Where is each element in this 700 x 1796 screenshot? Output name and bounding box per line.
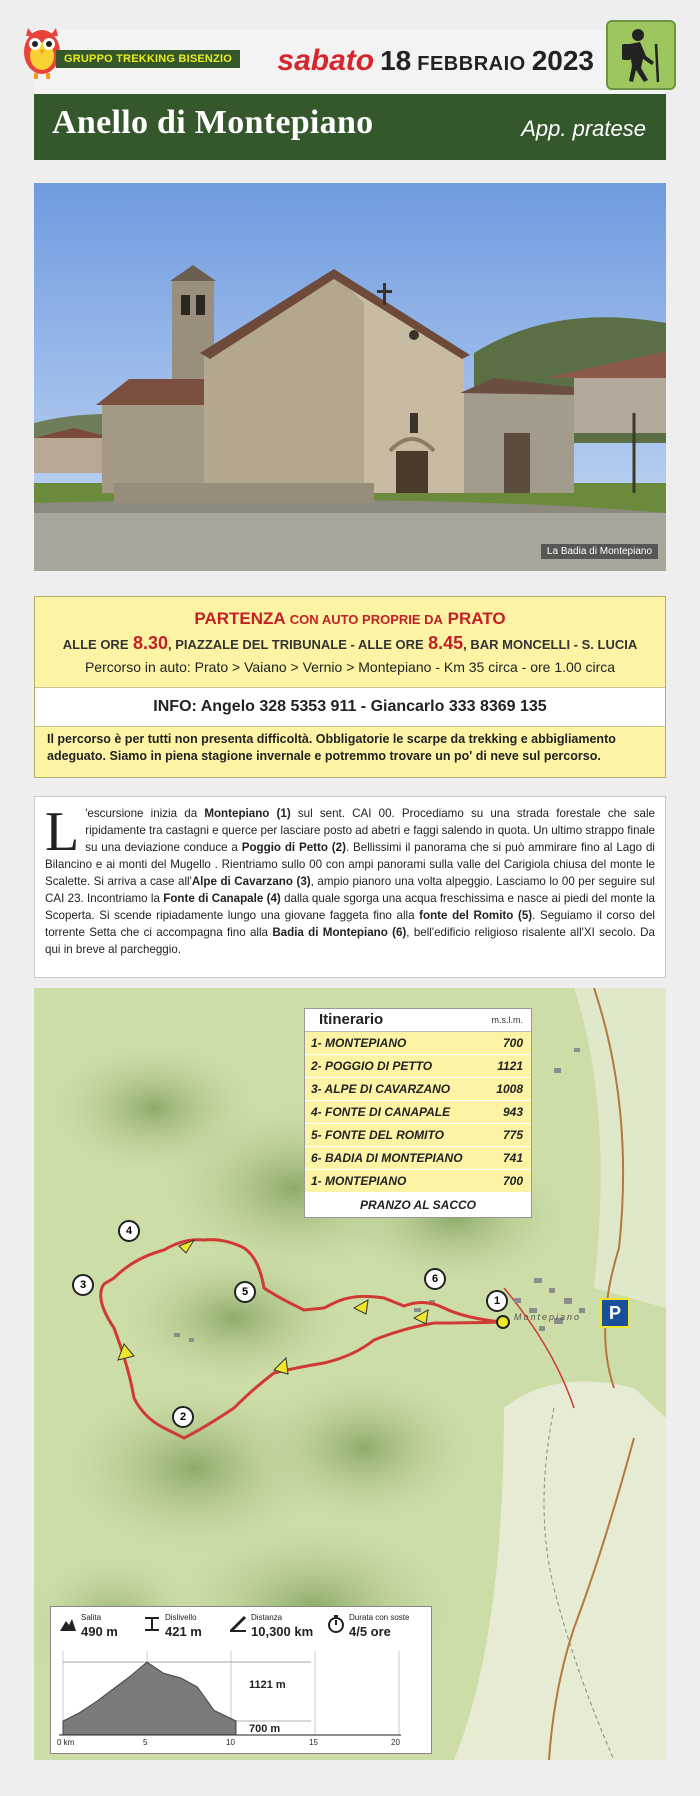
max-altitude-label: 1121 m [249,1679,286,1691]
waypoint-3: 3 [72,1274,94,1296]
group-name: GRUPPO TREKKING BISENZIO [56,50,240,68]
meeting-time-1: 8.30 [132,633,168,653]
itinerary-altitude: 1008 [496,1082,523,1096]
departure-city: PRATO [447,609,506,628]
itinerary-row [305,1124,531,1147]
dislivello-value: 421 m [165,1624,202,1639]
desc-place-3: Alpe di Cavarzano (3) [191,875,311,888]
itinerary-stop: 5- FONTE DEL ROMITO [311,1128,444,1142]
drop-cap: L [45,801,80,863]
meeting-points [35,633,665,654]
durata-value: 4/5 ore [349,1624,391,1639]
departure-info-box [34,596,666,778]
waypoint-5: 5 [234,1281,256,1303]
km-tick-0: 0 km [57,1738,75,1747]
itinerary-row [305,1170,531,1193]
desc-place-2: Poggio di Petto (2) [241,841,346,854]
km-tick-10: 10 [226,1738,235,1747]
km-tick-20: 20 [391,1738,400,1747]
itinerary-stop: 1- MONTEPIANO [311,1036,407,1050]
desc-text-3: . Bellissimi il panorama che si può ammirare fino al Lago di Bilancino e ai monti del Mugello . Rientriamo sullo 00 con ampi panorami sulla valle del Carigiola chiusa del monte le Scalette. Si arriva a case all' [45,841,655,888]
distanza-label: Distanza [251,1613,283,1622]
parking-sign: P [600,1298,630,1328]
badia-illustration [34,183,666,571]
desc-text-5: dalla quale sgorga una acqua freschissima e nasce ai piedi del monte la Scoperta. Si scende ripiadamente lungo una giovane faggeta fino alla [45,892,655,922]
min-altitude-label: 700 m [249,1723,281,1735]
date-year: 2023 [531,45,594,76]
car-route: Percorso in auto: Prato > Vaiano > Vernio > Montepiano - Km 35 circa - ore 1.00 circa [84,659,616,675]
itinerary-table [304,1008,532,1218]
header [34,30,666,160]
itinerary-altitude: 700 [502,1036,523,1050]
itinerary-title: Itinerario [319,1011,384,1028]
itinerary-altitude: 943 [502,1105,523,1119]
trail-map [34,988,666,1760]
itinerary-row [305,1078,531,1101]
elevation-profile-chart [51,1607,431,1753]
desc-text-4: , ampio pianoro una volta alpeggio. Lasciamo lo 00 per seguire sul CAI 23. Incontriamo la [45,875,655,905]
date-day: sabato [277,44,375,77]
itinerary-row [305,1055,531,1078]
waypoint-1: 1 [486,1290,508,1312]
desc-text-6: . Seguiamo il corso del torrente Setta che ci accompagna fino alla [45,909,655,939]
km-tick-15: 15 [309,1738,318,1747]
itinerary-footer: PRANZO AL SACCO [305,1193,531,1217]
desc-text-2: sul sent. CAI 00. Procediamo su una strada forestale che sale ripidamente tra castagni e querce per lasciare posto ad abetri e faggi salendo in quota. Un ultimo strappo finale su una deviazione conduce a [85,807,656,854]
itinerary-altitude: 1121 [497,1059,523,1073]
badia-photo [34,183,666,571]
itinerary-stop: 1- MONTEPIANO [311,1174,407,1188]
departure-heading [35,609,665,629]
desc-text-7: , bell'edificio religioso risalente all'XI secolo. Da qui in breve al parcheggio. [45,926,655,956]
difficulty-note: Il percorso è per tutti non presenta difficoltà. Obbligatorie le scarpe da trekking e abbigliamento adeguato. Siamo in piena stagione invernale e potremmo trovare un po' di neve sul percorso. [47,732,616,763]
itinerary-altitude: 700 [502,1174,523,1188]
desc-text-1: 'escursione inizia da [85,807,205,820]
departure-label: PARTENZA [194,609,286,628]
date-month: FEBBRAIO [417,53,526,75]
distanza-value: 10,300 km [251,1624,314,1639]
durata-label: Durata con soste [349,1613,410,1622]
town-label: Montepiano [514,1312,582,1322]
date-number: 18 [380,45,412,76]
itinerary-stop: 2- POGGIO DI PETTO [311,1059,433,1073]
event-date [277,44,594,78]
salita-label: Salita [81,1613,102,1622]
itinerary-stop: 3- ALPE DI CAVARZANO [311,1082,451,1096]
itinerary-row [305,1147,531,1170]
itinerary-header [305,1009,531,1032]
itinerary-unit: m.s.l.m. [491,1015,523,1025]
desc-place-1: Montepiano (1) [204,807,291,820]
waypoint-4: 4 [118,1220,140,1242]
hiker-icon [608,22,674,88]
header-top-band [34,30,666,94]
waypoint-6: 6 [424,1268,446,1290]
desc-place-6: Badia di Montepiano (6) [272,926,407,939]
page-subtitle: App. pratese [521,116,646,141]
itinerary-stop: 4- FONTE DI CANAPALE [311,1105,451,1119]
meeting-place-2: , BAR MONCELLI - S. LUCIA [463,637,638,652]
desc-place-5: fonte del Romito (5) [419,909,533,922]
itinerary-altitude: 741 [502,1151,523,1165]
km-tick-5: 5 [143,1738,148,1747]
elevation-profile-area [63,1662,236,1735]
route-description [34,796,666,978]
route-stats-panel [50,1606,432,1754]
contacts-bar: INFO: Angelo 328 5353 911 - Giancarlo 333 8369 135 [35,687,665,727]
hiker-badge [606,20,676,90]
dislivello-label: Dislivello [165,1613,197,1622]
itinerary-row [305,1032,531,1055]
page-title: Anello di Montepiano [52,104,374,141]
waypoint-2: 2 [172,1406,194,1428]
itinerary-stop: 6- BADIA DI MONTEPIANO [311,1151,463,1165]
meeting-prefix: ALLE ORE [62,637,129,652]
itinerary-altitude: 775 [502,1128,523,1142]
departure-mode: CON AUTO PROPRIE DA [289,612,443,627]
salita-value: 490 m [81,1624,118,1639]
photo-caption: La Badia di Montepiano [541,544,658,559]
meeting-time-2: 8.45 [428,633,464,653]
itinerary-row [305,1101,531,1124]
meeting-place-1: , PIAZZALE DEL TRIBUNALE - ALLE ORE [168,637,424,652]
desc-place-4: Fonte di Canapale (4) [163,892,281,905]
